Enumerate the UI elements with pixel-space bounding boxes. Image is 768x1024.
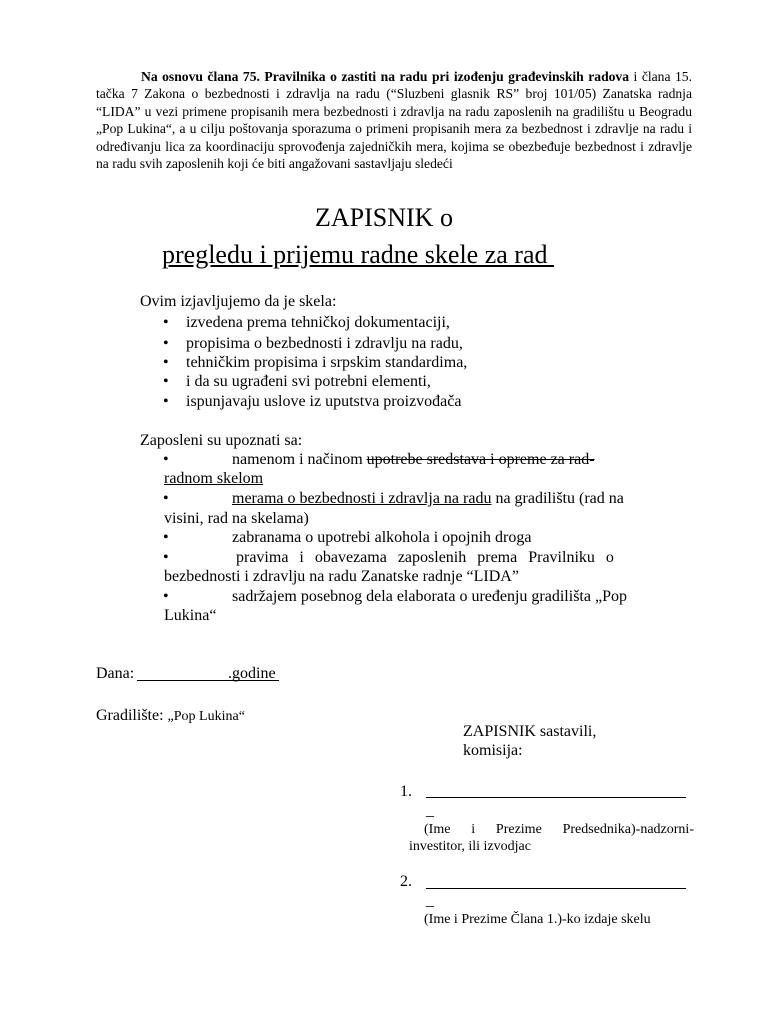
section1-item: propisima o bezbednosti i zdravlju na radu, [186,335,463,352]
section2-item5-line1: sadržajem posebnog dela elaborata o uređenju gradilišta „Pop [232,588,627,605]
bullet-icon: • [163,314,169,331]
signature1-line[interactable] [426,797,686,798]
bullet-icon: • [163,354,169,371]
section1-item: ispunjavaju uslove iz uputstva proizvođača [186,393,462,410]
date-suffix: .godine [228,665,276,682]
document-subtitle: pregledu i prijemu radne skele za rad [162,240,554,269]
item1-text: namenom i načinom [232,451,367,468]
section2-item1-line1 [232,450,595,470]
item2-text: na gradilištu (rad na [491,490,624,507]
section2-item5-line2: Lukina“ [164,607,217,624]
date-label: Dana: [96,665,135,682]
signature1-caption-line2: investitor, ili izvodjac [409,839,531,854]
bullet-icon: • [163,588,169,605]
bullet-icon: • [163,451,169,468]
site-label: Gradilište: [96,707,168,724]
section2-heading: Zaposleni su upoznati sa: [140,432,303,449]
section2-item2-line1 [232,489,624,509]
item2-underlined-text: merama o bezbednosti i zdravlja na radu [232,490,492,507]
section2-item1-line2: radnom skelom [164,470,264,487]
intro-bold-text: Na osnovu člana 75. Pravilnika o zastiti na radu pri izođenju građevinskih radova [141,69,630,84]
item1-underlined-text: upotrebe sredstava i opreme za rad- [366,451,595,468]
signature1-number: 1. [400,783,412,800]
section2-item2-line2: visini, rad na skelama) [164,510,309,527]
document-title: ZAPISNIK o [315,203,453,232]
section2-item3: zabranama o upotrebi alkohola i opojnih droga [232,529,532,546]
signature2-dash: _ [426,892,434,909]
section1-item: tehničkim propisima i srpskim standardima, [186,354,468,371]
signature2-caption: (Ime i Prezime Člana 1.)-ko izdaje skelu [424,912,651,927]
section1-item: izvedena prema tehničkoj dokumentaciji, [186,314,450,331]
section2-item4-line1: pravima i obavezama zaposlenih prema Pravilniku o [236,549,614,566]
intro-text: i člana 15. tačka 7 Zakona o bezbednosti i zdravlja na radu (“Sluzbeni glasnik RS” broj 101/05) Zanatska radnja “LIDA” u vezi primene propisanih mera bezbednosti i zdravlja na radu zaposlenih na gradilištu u Beogradu „Pop Lukina“, a u cilju poštovanja sporazuma o primeni propisanih mera za bezbednost i zdravlje na radu i određivanju lica za koordinaciju sprovođenja zajedničkih mera, kojima se obezbeđuje bezbednost i zdravlje na radu svih zaposlenih koji će biti angažovani sastavljaju sledeći [96,69,692,172]
signature2-line[interactable] [426,888,686,889]
bullet-icon: • [163,335,169,352]
bullet-icon: • [163,373,169,390]
site-value: „Pop Lukina“ [167,709,245,724]
site-line [96,706,245,727]
section1-item: i da su ugrađeni svi potrebni elementi, [186,373,431,390]
bullet-icon: • [163,549,169,566]
bullet-icon: • [163,490,169,507]
committee-subtitle: komisija: [463,742,523,759]
section2-item4-line2: bezbednosti i zdravlju na radu Zanatske radnje “LIDA” [164,568,519,585]
intro-paragraph [96,68,692,172]
signature2-number: 2. [400,873,412,890]
bullet-icon: • [163,529,169,546]
section1-heading: Ovim izjavljujemo da je skela: [140,293,337,310]
signature1-caption-line1: (Ime i Prezime Predsednika)-nadzorni- [424,822,694,837]
signature1-dash: _ [426,802,434,819]
committee-title: ZAPISNIK sastavili, [463,723,597,740]
bullet-icon: • [163,393,169,410]
